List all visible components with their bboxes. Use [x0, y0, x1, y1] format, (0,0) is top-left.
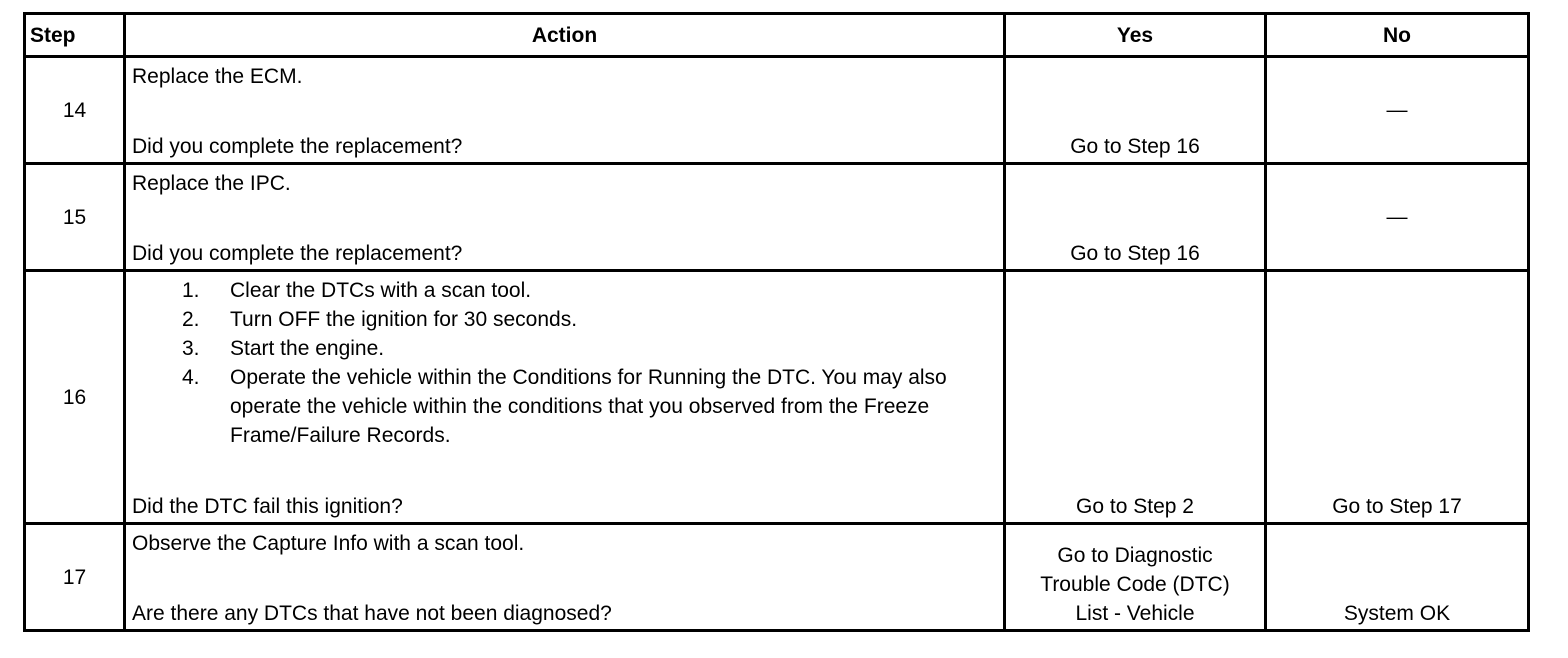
substep-list	[132, 276, 997, 450]
substep-number: 4.	[182, 366, 200, 389]
action-question: Did you complete the replacement?	[132, 135, 463, 158]
substep-item	[132, 363, 997, 450]
no-cell	[1266, 164, 1529, 271]
step-number: 16	[25, 271, 125, 524]
action-cell	[125, 164, 1005, 271]
substep-list-wrap	[132, 276, 997, 450]
action-question: Did the DTC fail this ignition?	[132, 495, 403, 518]
header-step: Step	[25, 14, 125, 57]
yes-result-line: Trouble Code (DTC)	[1040, 573, 1230, 596]
action-cell	[125, 57, 1005, 164]
substep-text: Turn OFF the ignition for 30 seconds.	[230, 308, 578, 331]
yes-cell	[1005, 271, 1266, 524]
action-question: Are there any DTCs that have not been diagnosed?	[132, 602, 612, 625]
substep-item	[132, 305, 997, 334]
action-text: Replace the IPC.	[132, 172, 291, 195]
no-result: —	[1386, 98, 1408, 122]
substep-number: 1.	[182, 279, 200, 302]
yes-cell	[1005, 164, 1266, 271]
yes-result-line: List - Vehicle	[1075, 602, 1195, 625]
action-question: Did you complete the replacement?	[132, 242, 463, 265]
no-cell	[1266, 271, 1529, 524]
table-row-step-16	[25, 271, 1529, 524]
step-number: 15	[25, 164, 125, 271]
substep-text: Clear the DTCs with a scan tool.	[230, 279, 532, 302]
yes-result-line: Go to Diagnostic	[1057, 544, 1213, 567]
yes-cell	[1005, 524, 1266, 631]
yes-cell	[1005, 57, 1266, 164]
substep-number: 3.	[182, 337, 200, 360]
header-action: Action	[125, 14, 1005, 57]
header-no: No	[1266, 14, 1529, 57]
table-row-step-17	[25, 524, 1529, 631]
header-yes: Yes	[1005, 14, 1266, 57]
action-text: Replace the ECM.	[132, 65, 303, 88]
action-cell	[125, 271, 1005, 524]
table-row-step-15	[25, 164, 1529, 271]
step-number: 17	[25, 524, 125, 631]
yes-result: Go to Step 16	[1070, 135, 1200, 158]
no-cell	[1266, 57, 1529, 164]
no-result: Go to Step 17	[1332, 495, 1462, 518]
no-result: —	[1386, 205, 1408, 229]
action-cell	[125, 524, 1005, 631]
yes-result: Go to Step 16	[1070, 242, 1200, 265]
action-text: Observe the Capture Info with a scan tool.	[132, 532, 525, 555]
substep-item	[132, 276, 997, 305]
step-number: 14	[25, 57, 125, 164]
no-cell	[1266, 524, 1529, 631]
no-result: System OK	[1343, 602, 1451, 625]
yes-result: Go to Step 2	[1076, 495, 1194, 518]
header-row	[25, 14, 1529, 57]
yes-result	[1006, 541, 1264, 628]
substep-number: 2.	[182, 308, 200, 331]
substep-text: Operate the vehicle within the Conditions for Running the DTC. You may also operate the vehicle within the conditions that you observed from the Freeze Frame/Failure Records.	[230, 366, 947, 447]
table-row-step-14	[25, 57, 1529, 164]
substep-item	[132, 334, 997, 363]
diagnostic-table	[23, 12, 1530, 632]
substep-text: Start the engine.	[230, 337, 385, 360]
